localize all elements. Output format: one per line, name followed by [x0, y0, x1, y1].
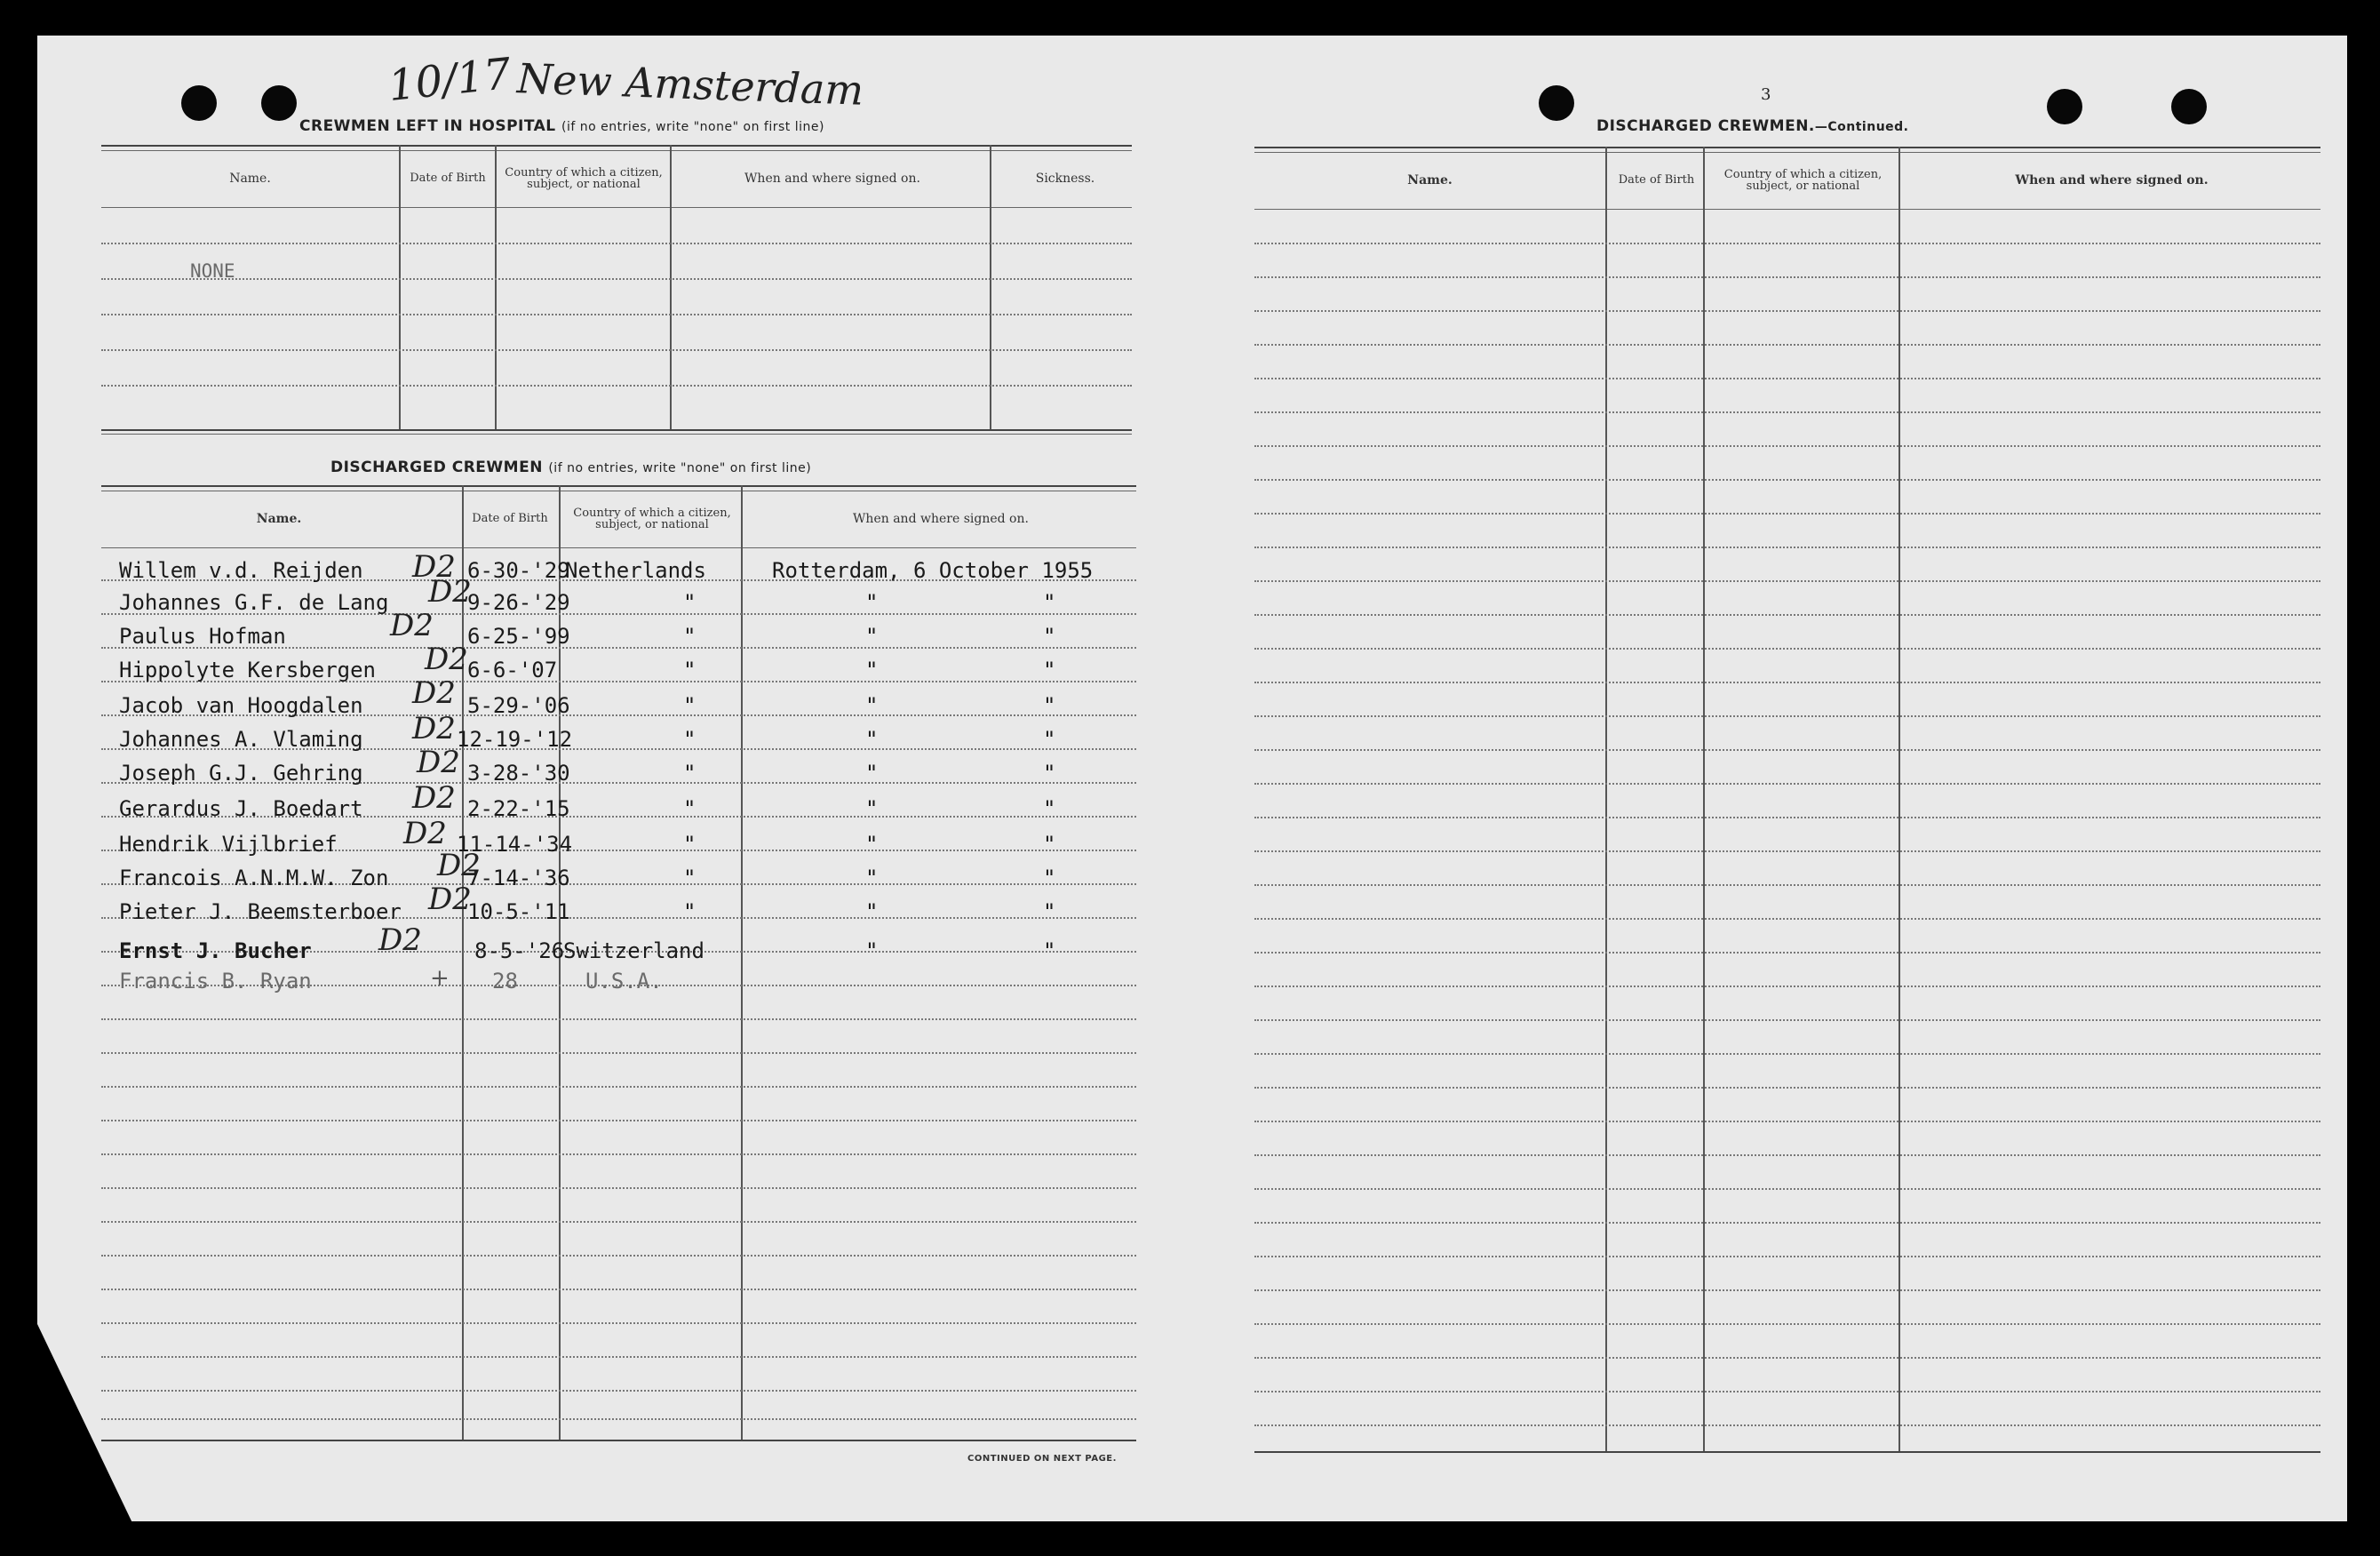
- handwritten-mark: D2: [425, 642, 468, 677]
- punch-hole-3: [1539, 85, 1574, 121]
- crew-dob: 28: [492, 969, 518, 993]
- handwritten-ship-name: New Amsterdam: [516, 54, 864, 115]
- crew-name: Francis B. Ryan: [119, 969, 312, 993]
- crew-signed-ditto: ": [865, 796, 879, 821]
- crew-name: Francois A.N.M.W. Zon: [119, 866, 389, 890]
- crew-dob: 6-25-'99: [467, 624, 570, 649]
- punch-hole-4: [2047, 89, 2082, 124]
- hospital-title: CREWMEN LEFT IN HOSPITAL: [299, 117, 556, 135]
- continued-col-name: Name.: [1407, 172, 1453, 188]
- continued-col-country: Country of which a citizen, subject, or national: [1723, 167, 1883, 193]
- crew-country: ": [683, 658, 696, 682]
- crew-signed-ditto: ": [1043, 624, 1056, 649]
- continued-col-dob: Date of Birth: [1618, 173, 1695, 187]
- crew-signed-ditto: ": [865, 624, 879, 649]
- hospital-col-name: Name.: [229, 171, 271, 186]
- continued-table: [1254, 147, 2320, 1462]
- crew-name: Pieter J. Beemsterboer: [119, 899, 402, 924]
- crew-country: ": [683, 866, 696, 890]
- crew-signed-ditto: ": [865, 832, 879, 857]
- crew-country: ": [683, 832, 696, 857]
- continued-title: DISCHARGED CREWMEN.: [1596, 117, 1815, 135]
- crew-signed-ditto: ": [865, 866, 879, 890]
- crew-country: ": [683, 727, 696, 752]
- continued-heading: [1596, 117, 1909, 135]
- crew-signed-ditto: ": [1043, 899, 1056, 924]
- crew-country: ": [683, 899, 696, 924]
- page-number: 3: [1761, 85, 1771, 104]
- crew-country: ": [683, 796, 696, 821]
- hospital-none-entry: NONE: [190, 260, 235, 282]
- hospital-col-sickness: Sickness.: [1035, 171, 1095, 186]
- hospital-col-signed: When and where signed on.: [744, 171, 920, 186]
- hospital-col-dob: Date of Birth: [410, 172, 486, 185]
- handwritten-mark: D2: [403, 816, 447, 851]
- discharged-title: DISCHARGED CREWMEN: [330, 459, 543, 476]
- discharged-col-dob: Date of Birth: [472, 512, 548, 525]
- crew-signed-ditto: ": [1043, 693, 1056, 718]
- crew-signed-ditto: ": [1043, 938, 1056, 963]
- handwritten-mark: D2: [428, 574, 472, 610]
- crew-name: Hippolyte Kersbergen: [119, 658, 376, 682]
- crew-signed-ditto: ": [1043, 658, 1056, 682]
- crew-country: Netherlands: [565, 558, 706, 583]
- crew-name: Willem v.d. Reijden: [119, 558, 363, 583]
- crew-dob: 8-5-'26: [474, 938, 565, 963]
- handwritten-mark: D2: [417, 745, 460, 780]
- handwritten-mark: +: [430, 965, 450, 992]
- crew-country: ": [683, 624, 696, 649]
- crew-signed-ditto: ": [865, 938, 879, 963]
- crew-signed-ditto: ": [865, 899, 879, 924]
- crew-dob: 10-5-'11: [467, 899, 570, 924]
- hospital-note: (if no entries, write "none" on first line): [561, 120, 824, 134]
- crew-name: Jacob van Hoogdalen: [119, 693, 363, 718]
- crew-dob: 7-14-'36: [467, 866, 570, 890]
- handwritten-mark: D2: [428, 882, 472, 917]
- crew-country: ": [683, 590, 696, 615]
- crew-dob: 6-30-'29: [467, 558, 570, 583]
- hospital-table: [101, 145, 1132, 474]
- crew-signed-on: Rotterdam, 6 October 1955: [772, 558, 1094, 583]
- handwritten-mark: D2: [437, 848, 481, 883]
- punch-hole-1: [181, 85, 217, 121]
- crew-dob: 5-29-'06: [467, 693, 570, 718]
- handwritten-date: 10/17: [386, 48, 513, 112]
- punch-hole-2: [261, 85, 297, 121]
- crew-signed-ditto: ": [865, 727, 879, 752]
- handwritten-mark: D2: [412, 675, 456, 711]
- crew-country: ": [683, 761, 696, 786]
- hospital-col-country: Country of which a citizen, subject, or national: [505, 165, 663, 191]
- discharged-heading: [330, 459, 811, 476]
- discharged-col-name: Name.: [256, 511, 302, 526]
- discharged-table: [101, 485, 1136, 1472]
- continued-col-signed: When and where signed on.: [2015, 172, 2209, 188]
- crew-dob: 12-19-'12: [457, 727, 573, 752]
- crew-signed-ditto: ": [1043, 727, 1056, 752]
- continued-title-suffix: —Continued.: [1814, 120, 1909, 134]
- crew-signed-ditto: ": [1043, 590, 1056, 615]
- crew-country: Switzerland: [563, 938, 704, 963]
- crew-name: Hendrik Vijlbrief: [119, 832, 338, 857]
- handwritten-mark: D2: [390, 608, 434, 643]
- crew-dob: 3-28-'30: [467, 761, 570, 786]
- discharged-note: (if no entries, write "none" on first line): [548, 461, 812, 475]
- crew-dob: 6-6-'07: [467, 658, 558, 682]
- crew-signed-ditto: ": [1043, 832, 1056, 857]
- crew-country: U.S.A.: [585, 969, 663, 993]
- crew-signed-ditto: ": [865, 590, 879, 615]
- crew-signed-ditto: ": [865, 693, 879, 718]
- manifest-sheet: [37, 36, 2347, 1521]
- crew-name: Paulus Hofman: [119, 624, 286, 649]
- crew-name: Johannes A. Vlaming: [119, 727, 363, 752]
- punch-hole-5: [2171, 89, 2207, 124]
- discharged-col-country: Country of which a citizen, subject, or national: [573, 506, 731, 531]
- crew-dob: 9-26-'29: [467, 590, 570, 615]
- crew-signed-ditto: ": [865, 761, 879, 786]
- crew-country: ": [683, 693, 696, 718]
- crew-name: Joseph G.J. Gehring: [119, 761, 363, 786]
- crew-dob: 2-22-'15: [467, 796, 570, 821]
- continued-footer: CONTINUED ON NEXT PAGE.: [967, 1454, 1117, 1464]
- crew-name: Ernst J. Bucher: [119, 938, 312, 963]
- handwritten-mark: D2: [412, 711, 456, 746]
- crew-name: Gerardus J. Boedart: [119, 796, 363, 821]
- crew-name: Johannes G.F. de Lang: [119, 590, 389, 615]
- crew-dob: 11-14-'34: [457, 832, 573, 857]
- handwritten-mark: D2: [412, 549, 456, 585]
- handwritten-mark: D2: [412, 780, 456, 816]
- crew-signed-ditto: ": [865, 658, 879, 682]
- crew-signed-ditto: ": [1043, 796, 1056, 821]
- crew-signed-ditto: ": [1043, 761, 1056, 786]
- handwritten-mark: D2: [378, 922, 422, 958]
- discharged-col-signed: When and where signed on.: [853, 511, 1029, 526]
- hospital-heading: [299, 117, 824, 135]
- crew-signed-ditto: ": [1043, 866, 1056, 890]
